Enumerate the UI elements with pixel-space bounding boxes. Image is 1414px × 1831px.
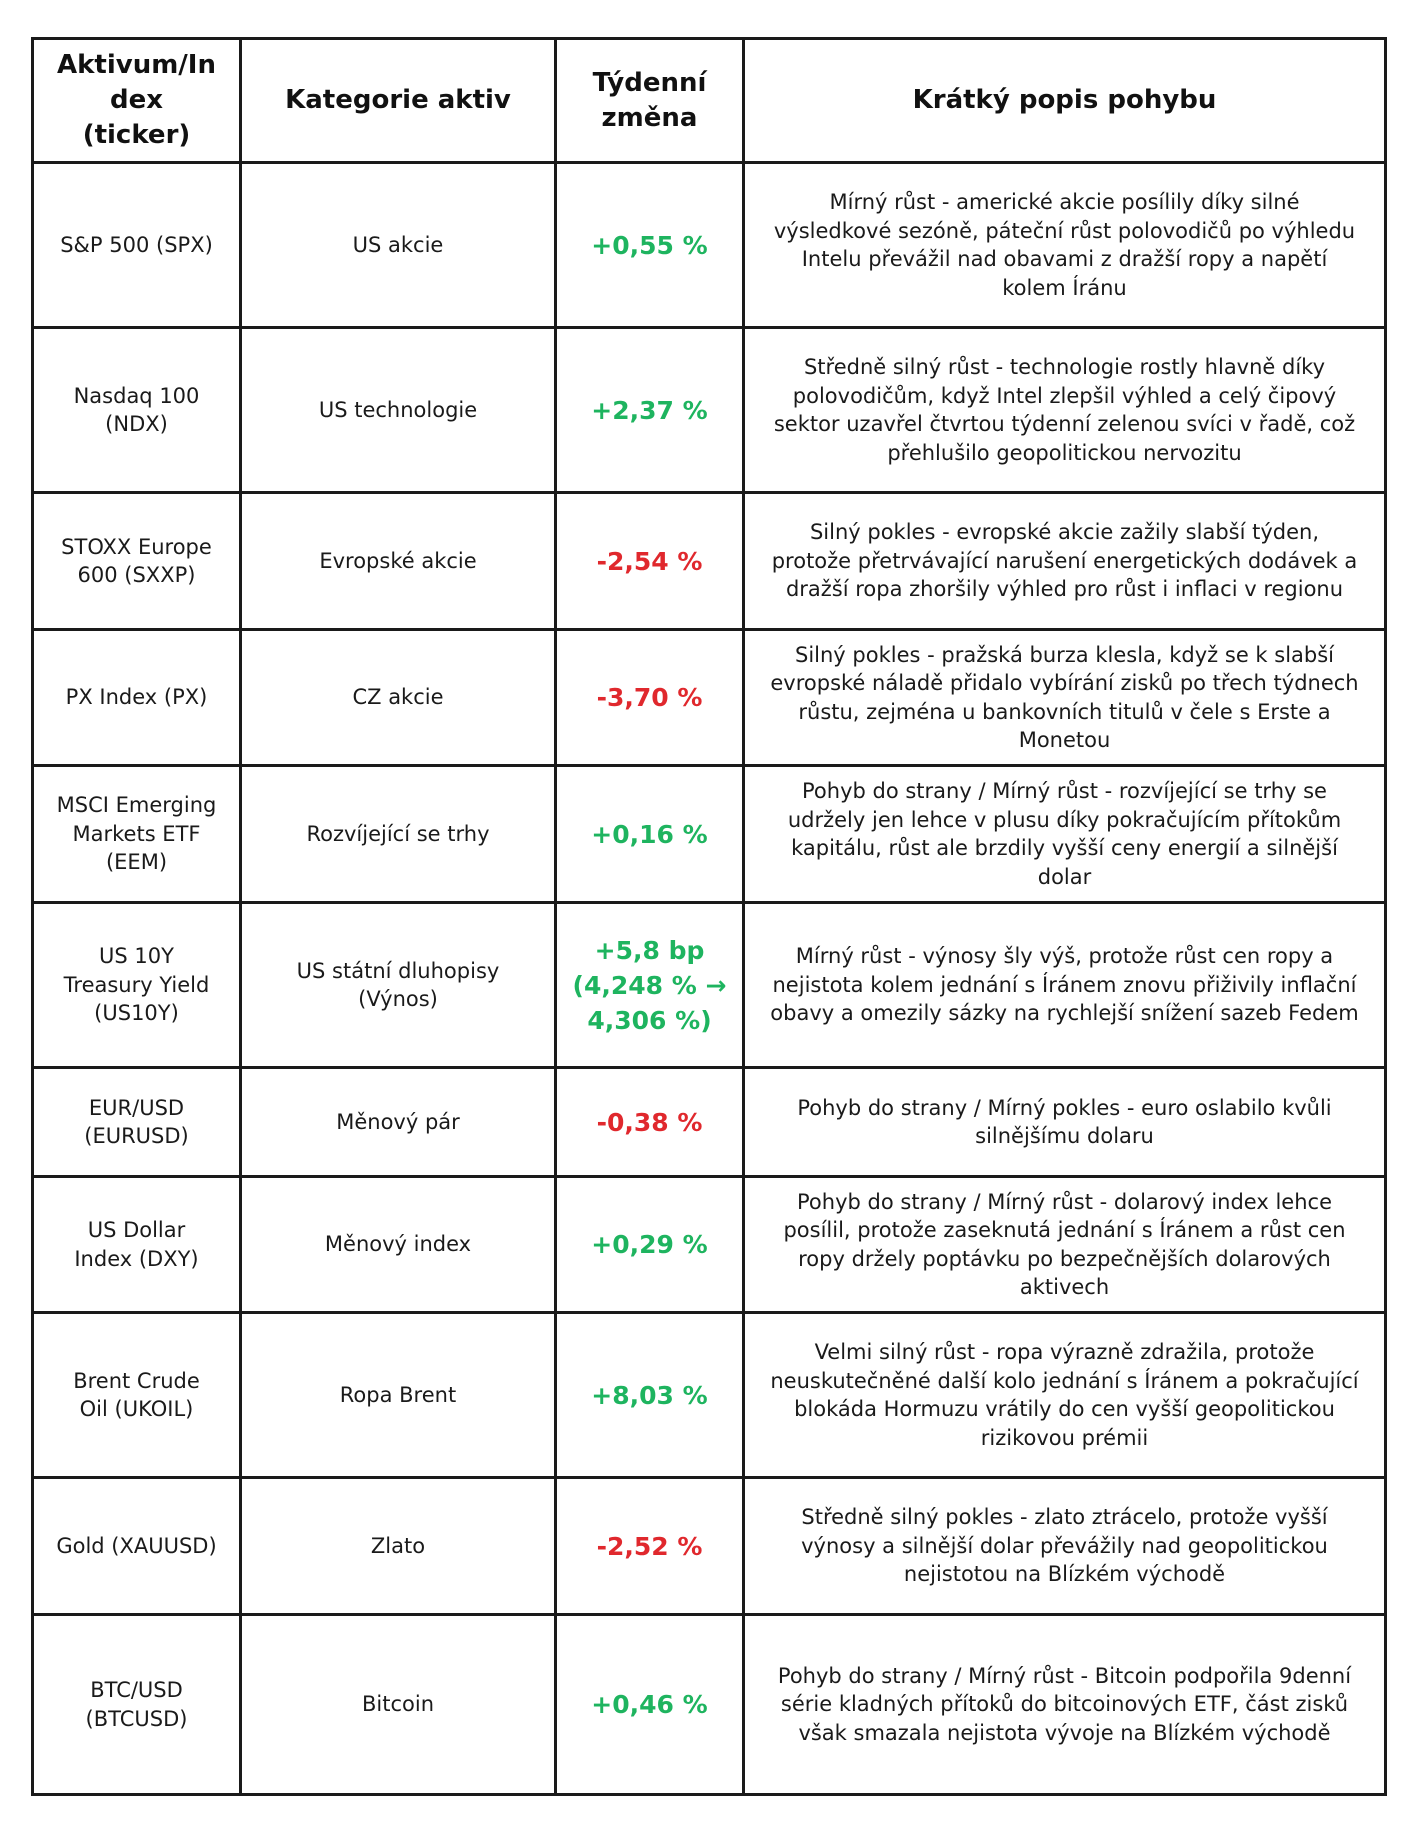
header-description: Krátký popis pohybu — [744, 39, 1386, 163]
header-category: Kategorie aktiv — [241, 39, 556, 163]
description-cell: Mírný růst - americké akcie posílily díky silné výsledkové sezóně, páteční růst polovodičů po výhledu Intelu převážil nad obavami z dražší ropy a napětí kolem Íránu — [744, 163, 1386, 328]
asset-cell: US Dollar Index (DXY) — [33, 1177, 241, 1313]
description-cell: Pohyb do strany / Mírný růst - Bitcoin podpořila 9denní série kladných přítoků do bitcoinových ETF, část zisků však smazala nejistota vývoje na Blízkém východě — [744, 1615, 1386, 1795]
change-cell: -2,54 % — [556, 493, 744, 630]
table-row — [33, 1313, 1386, 1478]
description-cell: Silný pokles - evropské akcie zažily slabší týden, protože přetrvávající narušení energetických dodávek a dražší ropa zhoršily výhled pro růst i inflaci v regionu — [744, 493, 1386, 630]
table-row — [33, 328, 1386, 493]
category-cell: Měnový pár — [241, 1068, 556, 1177]
category-cell: US akcie — [241, 163, 556, 328]
table-row — [33, 1478, 1386, 1615]
change-cell: -3,70 % — [556, 630, 744, 766]
asset-cell: EUR/USD (EURUSD) — [33, 1068, 241, 1177]
table-row — [33, 1068, 1386, 1177]
asset-cell: S&P 500 (SPX) — [33, 163, 241, 328]
description-cell: Pohyb do strany / Mírný růst - rozvíjející se trhy se udržely jen lehce v plusu díky pokračujícím přítokům kapitálu, růst ale brzdily vyšší ceny energií a silnější dolar — [744, 766, 1386, 903]
table-row — [33, 163, 1386, 328]
description-cell: Středně silný růst - technologie rostly hlavně díky polovodičům, když Intel zlepšil výhled a celý čipový sektor uzavřel čtvrtou týdenní zelenou svíci v řadě, což přehlušilo geopolitickou nervozitu — [744, 328, 1386, 493]
change-cell: +5,8 bp (4,248 % → 4,306 %) — [556, 903, 744, 1068]
category-cell: Zlato — [241, 1478, 556, 1615]
change-cell: +0,29 % — [556, 1177, 744, 1313]
asset-cell: Gold (XAUUSD) — [33, 1478, 241, 1615]
description-cell: Středně silný pokles - zlato ztrácelo, protože vyšší výnosy a silnější dolar převážily nad geopolitickou nejistotou na Blízkém východě — [744, 1478, 1386, 1615]
description-cell: Mírný růst - výnosy šly výš, protože růst cen ropy a nejistota kolem jednání s Íránem znovu přiživily inflační obavy a omezily sázky na rychlejší snížení sazeb Fedem — [744, 903, 1386, 1068]
table-row — [33, 766, 1386, 903]
change-cell: +2,37 % — [556, 328, 744, 493]
asset-cell: US 10Y Treasury Yield (US10Y) — [33, 903, 241, 1068]
category-cell: Měnový index — [241, 1177, 556, 1313]
table-row — [33, 1615, 1386, 1795]
change-cell: -2,52 % — [556, 1478, 744, 1615]
description-cell: Silný pokles - pražská burza klesla, když se k slabší evropské náladě přidalo vybírání zisků po třech týdnech růstu, zejména u bankovních titulů v čele s Erste a Monetou — [744, 630, 1386, 766]
change-cell: +8,03 % — [556, 1313, 744, 1478]
table-row — [33, 630, 1386, 766]
header-asset: Aktivum/In dex (ticker) — [33, 39, 241, 163]
category-cell: CZ akcie — [241, 630, 556, 766]
change-cell: +0,16 % — [556, 766, 744, 903]
category-cell: Rozvíjející se trhy — [241, 766, 556, 903]
category-cell: US státní dluhopisy (Výnos) — [241, 903, 556, 1068]
table-row — [33, 493, 1386, 630]
asset-cell: Brent Crude Oil (UKOIL) — [33, 1313, 241, 1478]
category-cell: US technologie — [241, 328, 556, 493]
category-cell: Ropa Brent — [241, 1313, 556, 1478]
asset-cell: Nasdaq 100 (NDX) — [33, 328, 241, 493]
table-row — [33, 903, 1386, 1068]
description-cell: Pohyb do strany / Mírný růst - dolarový index lehce posílil, protože zaseknutá jednání s Íránem a růst cen ropy držely poptávku po bezpečnějších dolarových aktivech — [744, 1177, 1386, 1313]
change-cell: +0,55 % — [556, 163, 744, 328]
asset-cell: MSCI Emerging Markets ETF (EEM) — [33, 766, 241, 903]
category-cell: Bitcoin — [241, 1615, 556, 1795]
asset-cell: PX Index (PX) — [33, 630, 241, 766]
header-row — [33, 39, 1386, 163]
category-cell: Evropské akcie — [241, 493, 556, 630]
description-cell: Velmi silný růst - ropa výrazně zdražila, protože neuskutečněné další kolo jednání s Íránem a pokračující blokáda Hormuzu vrátily do cen vyšší geopolitickou rizikovou prémii — [744, 1313, 1386, 1478]
header-change: Týdenní změna — [556, 39, 744, 163]
asset-cell: STOXX Europe 600 (SXXP) — [33, 493, 241, 630]
change-cell: -0,38 % — [556, 1068, 744, 1177]
table-row — [33, 1177, 1386, 1313]
weekly-market-table — [31, 37, 1387, 1796]
asset-cell: BTC/USD (BTCUSD) — [33, 1615, 241, 1795]
description-cell: Pohyb do strany / Mírný pokles - euro oslabilo kvůli silnějšímu dolaru — [744, 1068, 1386, 1177]
change-cell: +0,46 % — [556, 1615, 744, 1795]
